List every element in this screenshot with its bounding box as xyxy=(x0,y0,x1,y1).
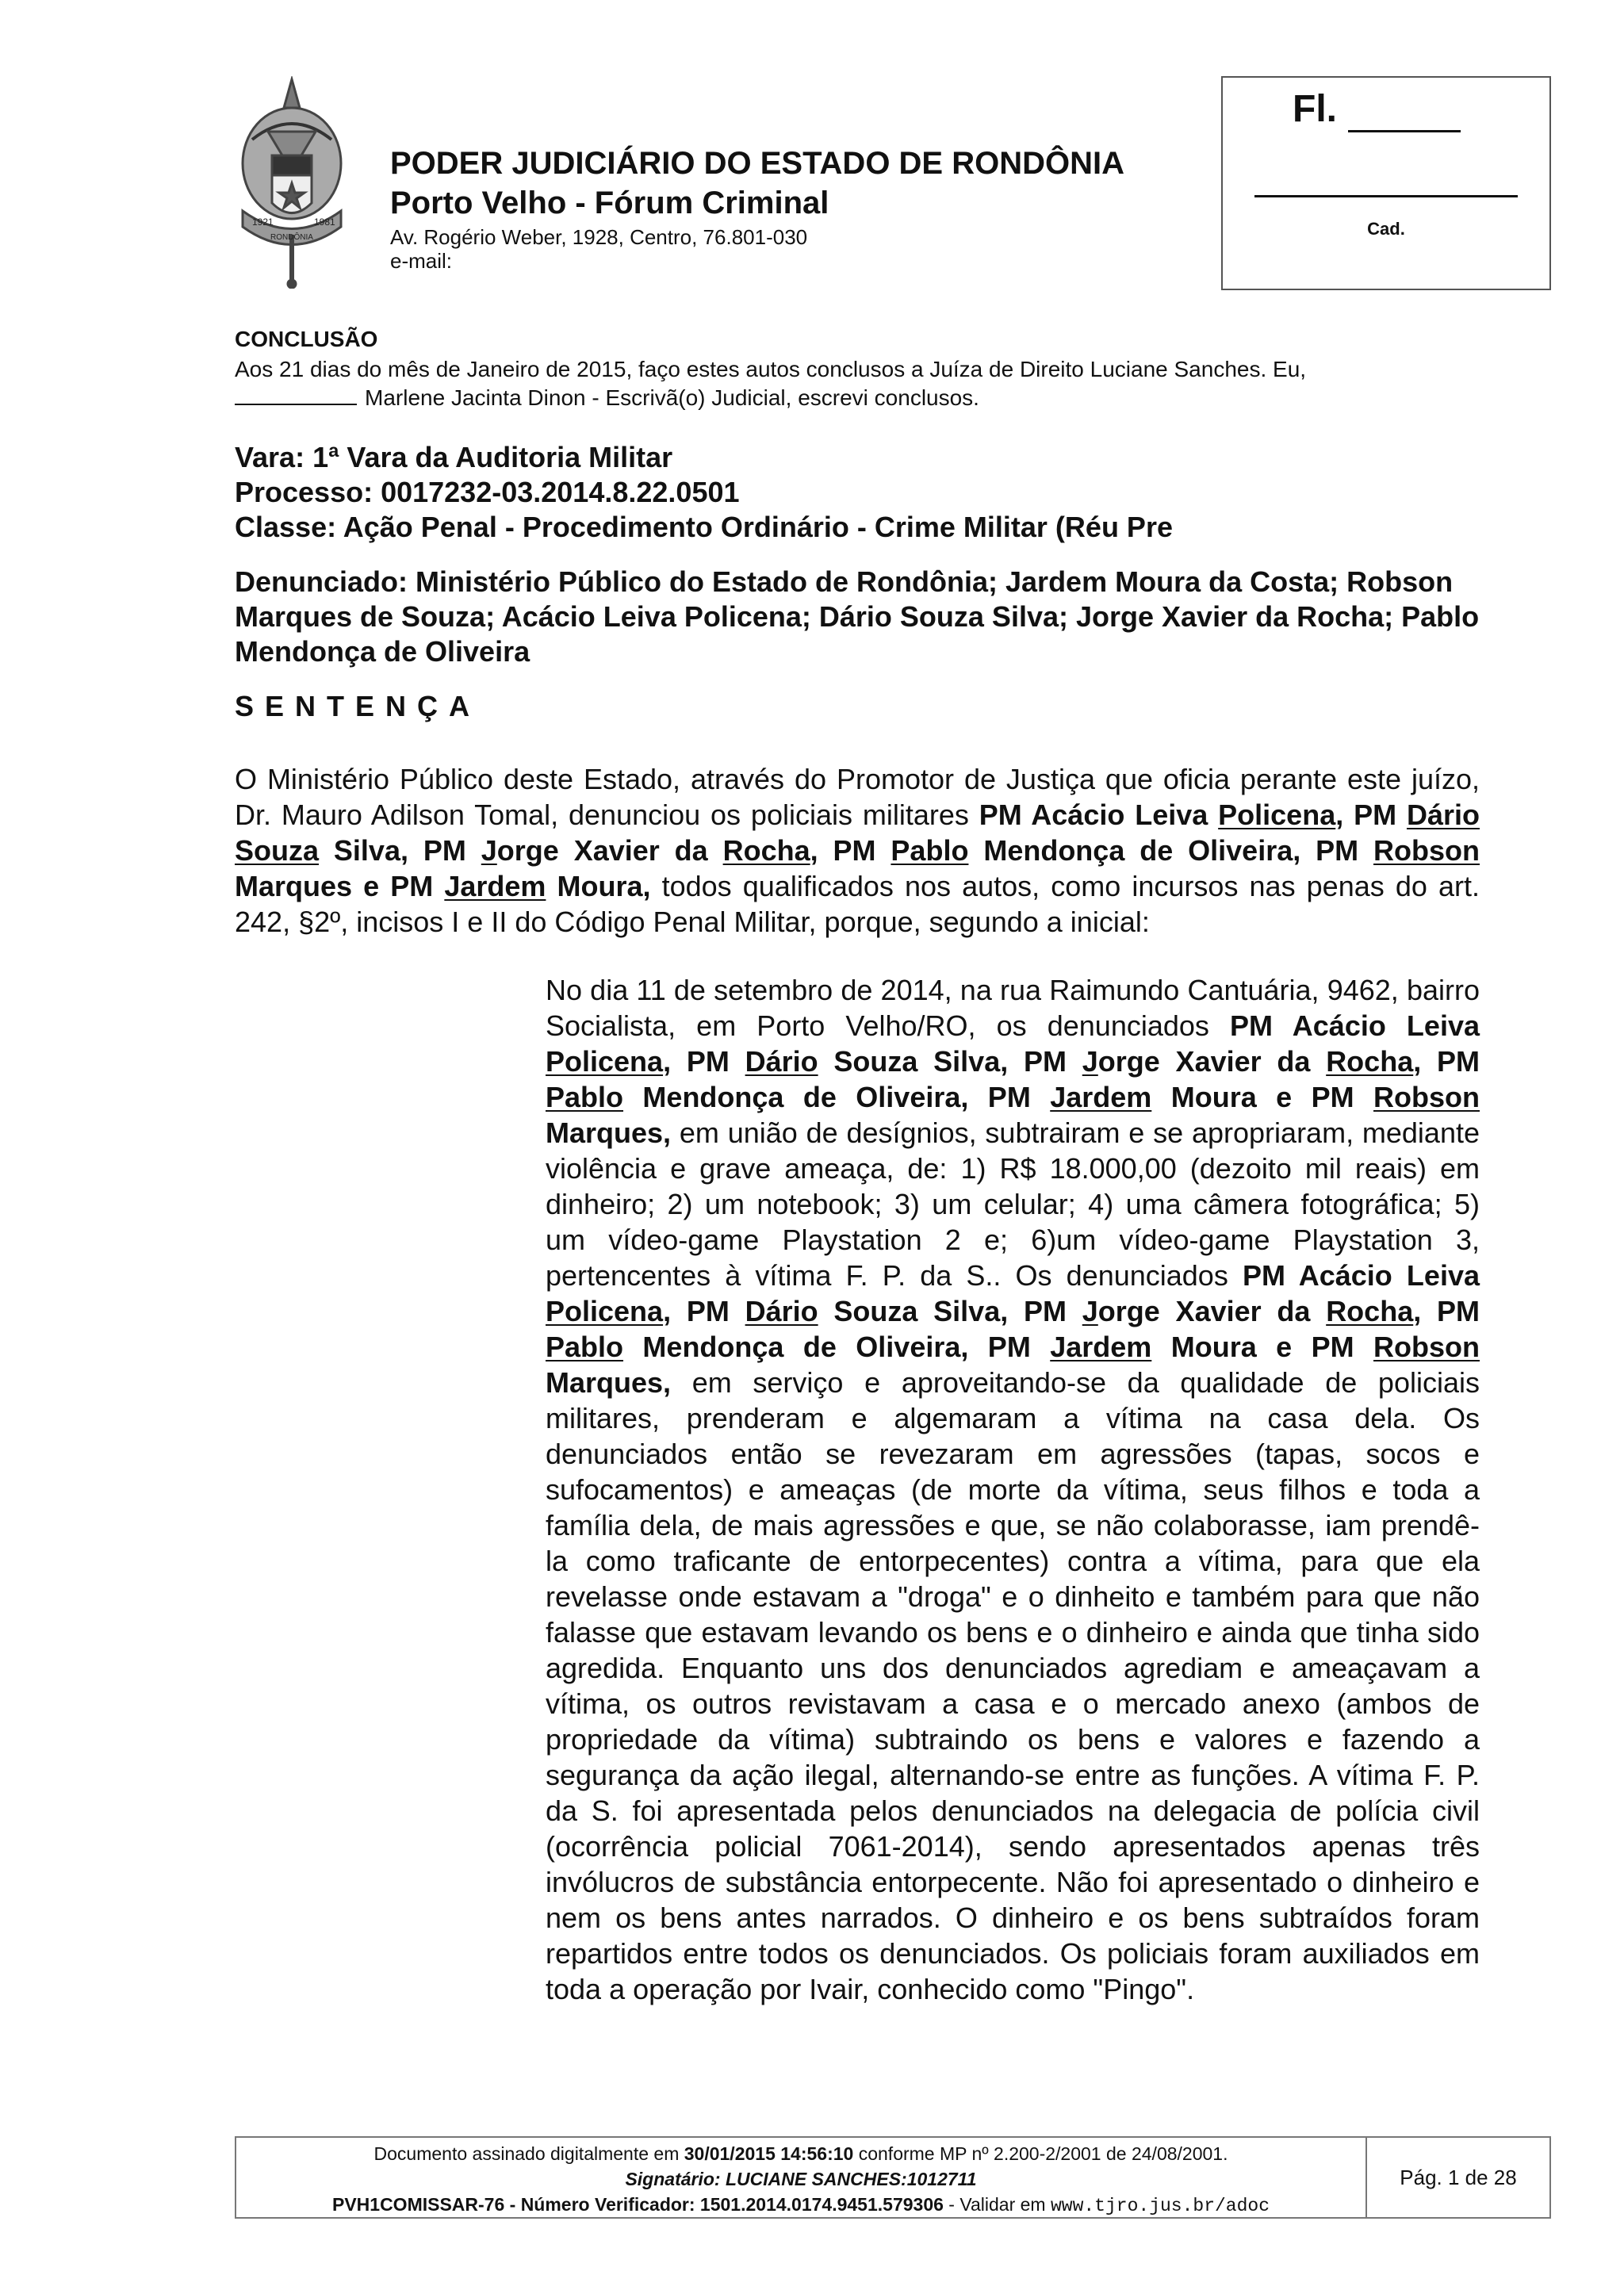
q-v2: Dário xyxy=(745,1295,818,1327)
coat-of-arms-icon xyxy=(236,76,347,289)
footer-line-2 xyxy=(236,2166,1365,2192)
folio-box xyxy=(1221,76,1551,290)
p1-u6: Robson xyxy=(1373,834,1480,867)
q-c8: Marques, xyxy=(546,1366,672,1399)
footer-l3b: - Validar em xyxy=(943,2194,1051,2215)
folio-line xyxy=(1348,130,1461,132)
conclusion-line-2-text: Marlene Jacinta Dinon - Escrivã(o) Judicial, escrevi conclusos. xyxy=(365,385,979,410)
p1-u3: J xyxy=(481,834,497,867)
q-c6: Mendonça de Oliveira, PM xyxy=(623,1331,1051,1363)
q-text-3: em serviço e aproveitando-se da qualidade de policiais militares, prenderam e algemaram a vítima na casa dela. Os denunciados então se revezaram em agressões (tapas, socos e sufocamentos) e ameaças (de morte da vítima, seus filhos e toda a família dela, de mais agressões e que, se não colaborasse, iam prendê-la como traficante de entorpecentes) contra a vítima, para que ela revelasse onde estavam a "droga" e o dinheito e também para que não falasse que estavam levando os bens e o dinheiro e ainda que tinha sido agredida. Enquanto uns dos denunciados agrediam e ameaçavam a vítima, os outros revistavam a casa e o mercado anexo (ambos de propriedade da vítima) subtraindo os bens e valores e fazendo a segurança da ação ilegal, alternando-se entre as funções. A vítima F. P. da S. foi apresentada pelos denunciados na delegacia de polícia civil (ocorrência policial 7061-2014), sendo apresentados apenas três invólucros de substância entorpecente. Não foi apresentado o dinheiro e nem os bens antes narrados. O dinheiro e os bens subtraídos foram repartidos entre todos os denunciados. Os policiais foram auxiliados em toda a operação por Ivair, conhecido como "Pingo". xyxy=(546,1366,1480,2005)
signature-footer xyxy=(235,2136,1551,2219)
folio-label: Fl. xyxy=(1293,88,1337,130)
case-vara: Vara: 1ª Vara da Auditoria Militar xyxy=(235,441,673,473)
seal-ribbon: RONDÔNIA xyxy=(270,233,313,242)
p1-b4: orge Xavier da xyxy=(496,834,723,867)
court-email: e-mail: xyxy=(390,249,453,273)
footer-signatory: Signatário: LUCIANE SANCHES:1012711 xyxy=(625,2169,977,2189)
q-v6: Jardem xyxy=(1050,1331,1152,1363)
footer-l1c: conforme MP nº 2.200-2/2001 de 24/08/2001. xyxy=(853,2143,1228,2164)
q-v3: J xyxy=(1082,1295,1098,1327)
q-b8: Marques, xyxy=(546,1116,672,1149)
p1-u7: Jardem xyxy=(444,870,546,902)
q-u2: Dário xyxy=(745,1045,818,1078)
q-c4: orge Xavier da xyxy=(1097,1295,1327,1327)
q-u4: Rocha xyxy=(1326,1045,1414,1078)
case-classe: Classe: Ação Penal - Procedimento Ordinário - Crime Militar (Réu Pre xyxy=(235,511,1173,543)
case-denunciado: Denunciado: Ministério Público do Estado de Rondônia; Jardem Moura da Costa; Robson Marques de Souza; Acácio Leiva Policena; Dário Souza Silva; Jorge Xavier da Rocha; Pablo Mendonça de Oliveira xyxy=(235,565,1480,668)
p1-u5: Pablo xyxy=(891,834,969,867)
p1-u4: Rocha xyxy=(722,834,810,867)
q-v7: Robson xyxy=(1373,1331,1480,1363)
conclusion-line-2 xyxy=(235,384,1551,412)
p1-b8: Moura, xyxy=(546,870,651,902)
q-u6: Jardem xyxy=(1050,1081,1152,1113)
seal-year-right: 1981 xyxy=(314,216,335,228)
p1-b7: Marques e PM xyxy=(235,870,445,902)
page-number: Pág. 1 de 28 xyxy=(1400,2165,1517,2189)
seal-year-left: 1921 xyxy=(252,216,274,228)
q-u1: Policena xyxy=(546,1045,664,1078)
q-v5: Pablo xyxy=(546,1331,624,1363)
q-b7: Moura e PM xyxy=(1151,1081,1374,1113)
p1-b3: Silva, PM xyxy=(319,834,481,867)
q-b3: Souza Silva, PM xyxy=(818,1045,1082,1078)
sentence-heading: SENTENÇA xyxy=(235,690,481,722)
indictment-quote xyxy=(546,972,1480,2007)
q-c2: , PM xyxy=(663,1295,745,1327)
q-c7: Moura e PM xyxy=(1151,1331,1374,1363)
conclusion-line-1: Aos 21 dias do mês de Janeiro de 2015, faço estes autos conclusos a Juíza de Direito Luciane Sanches. Eu, xyxy=(235,357,1307,381)
case-processo: Processo: 0017232-03.2014.8.22.0501 xyxy=(235,476,740,508)
p1-text-1: O Ministério Público deste Estado, através do Promotor de Justiça que oficia perante este juízo, Dr. Mauro Adilson Tomal, denunciou os policiais militares xyxy=(235,763,1480,831)
p1-b6: Mendonça de Oliveira, PM xyxy=(968,834,1374,867)
conclusion-text xyxy=(235,355,1551,412)
q-c3: Souza Silva, PM xyxy=(818,1295,1082,1327)
p1-b1: PM Acácio Leiva xyxy=(979,798,1219,831)
q-text-1: No dia 11 de setembro de 2014, na rua Raimundo Cantuária, 9462, bairro Socialista, em Porto Velho/RO, os denunciados xyxy=(546,974,1480,1042)
footer-line-1 xyxy=(236,2141,1365,2166)
court-subtitle: Porto Velho - Fórum Criminal xyxy=(390,186,829,220)
footer-line-3 xyxy=(236,2192,1365,2219)
cad-label: Cad. xyxy=(1367,219,1405,239)
cad-line xyxy=(1254,195,1518,197)
signature-info xyxy=(236,2138,1367,2217)
intro-paragraph xyxy=(235,761,1480,940)
p1-text-2: todos qualificados nos autos, como incursos nas penas do art. 242, §2º, incisos I e II do Código Penal Militar, porque, segundo a inicial: xyxy=(235,870,1480,938)
q-c1: PM Acácio Leiva xyxy=(1242,1259,1480,1292)
q-b2: , PM xyxy=(663,1045,745,1078)
q-c5: , PM xyxy=(1413,1295,1480,1327)
p1-b5: , PM xyxy=(810,834,891,867)
footer-verifier: PVH1COMISSAR-76 - Número Verificador: 1501.2014.0174.9451.579306 xyxy=(331,2194,944,2215)
q-u3: J xyxy=(1082,1045,1098,1078)
q-u7: Robson xyxy=(1373,1081,1480,1113)
q-b5: , PM xyxy=(1413,1045,1480,1078)
court-title: PODER JUDICIÁRIO DO ESTADO DE RONDÔNIA xyxy=(390,146,1124,181)
q-b6: Mendonça de Oliveira, PM xyxy=(623,1081,1051,1113)
footer-validation-link[interactable]: www.tjro.jus.br/adoc xyxy=(1050,2196,1270,2216)
q-v1: Policena xyxy=(546,1295,664,1327)
q-text-2: em união de desígnios, subtrairam e se apropriaram, mediante violência e grave ameaça, de: 1) R$ 18.000,00 (dezoito mil reais) em dinheiro; 2) um notebook; 3) um celular; 4) uma câmera fotográfica; 5) um vídeo-game Playstation 2 e; 6)um vídeo-game Playstation 3, pertencentes à vítima F. P. da S.. Os denunciados xyxy=(546,1116,1480,1292)
p1-u2: Dário Souza xyxy=(235,798,1480,867)
signature-blank xyxy=(235,404,357,405)
q-u5: Pablo xyxy=(546,1081,624,1113)
conclusion-heading: CONCLUSÃO xyxy=(235,327,378,351)
court-address: Av. Rogério Weber, 1928, Centro, 76.801-030 xyxy=(390,225,808,249)
footer-signed-date: 30/01/2015 14:56:10 xyxy=(684,2143,854,2164)
p1-u1: Policena xyxy=(1218,798,1336,831)
q-b1: PM Acácio Leiva xyxy=(1230,1009,1480,1042)
q-v4: Rocha xyxy=(1326,1295,1414,1327)
p1-b2: , PM xyxy=(1335,798,1407,831)
footer-l1a: Documento assinado digitalmente em xyxy=(373,2143,684,2164)
q-b4: orge Xavier da xyxy=(1097,1045,1327,1078)
